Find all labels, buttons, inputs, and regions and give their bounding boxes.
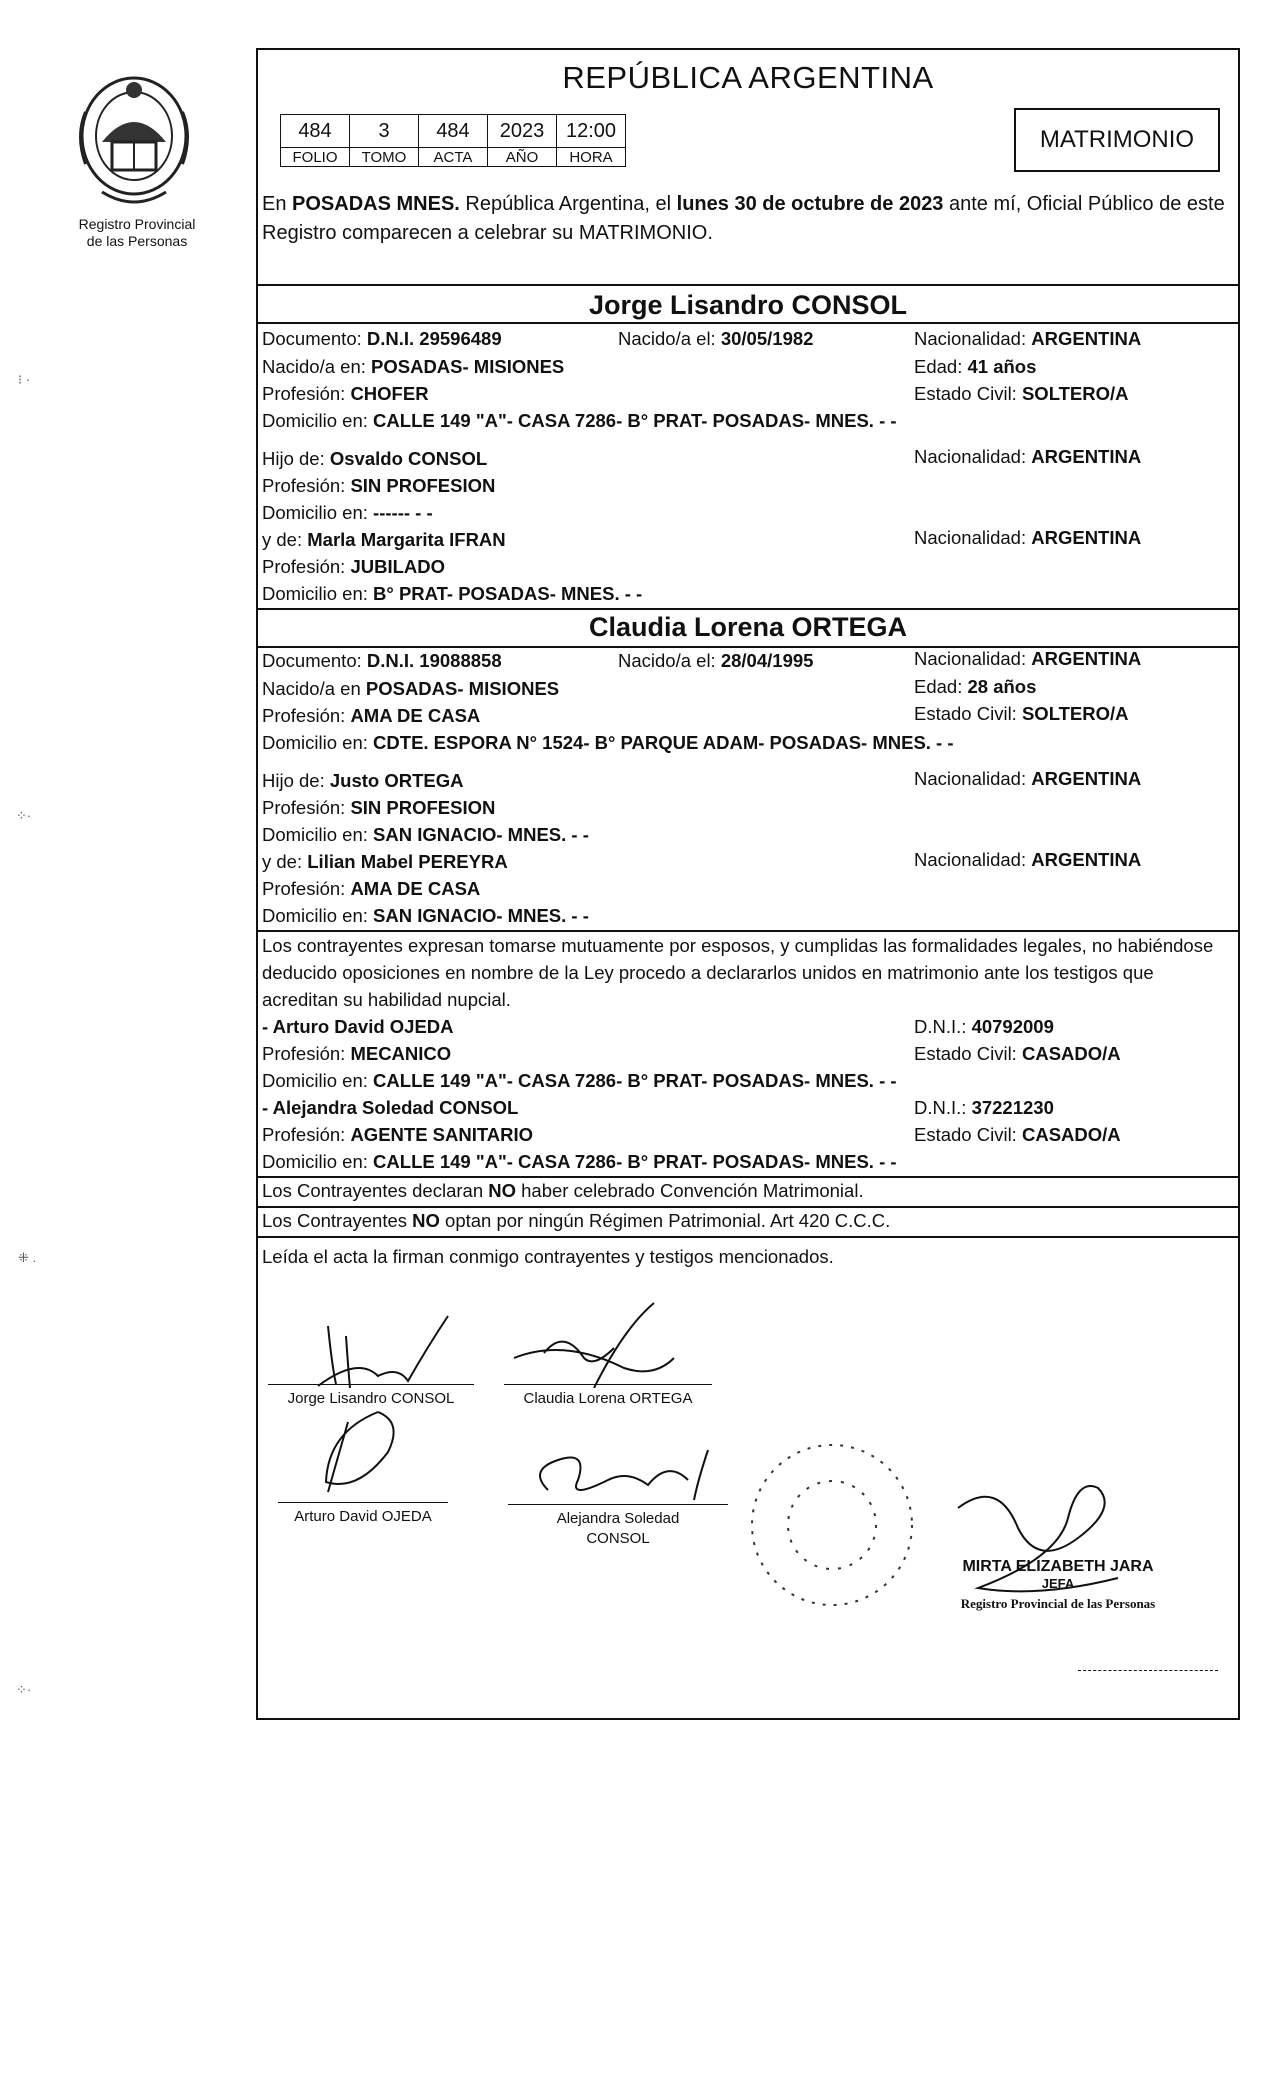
witness2-name <box>262 1097 518 1119</box>
signature-label-claudia: Claudia Lorena ORTEGA <box>523 1390 693 1407</box>
provincial-seal-icon <box>72 72 196 218</box>
label: Domicilio en: <box>262 905 368 926</box>
c1-father <box>262 448 487 470</box>
c1-mother-nat-value: ARGENTINA <box>1031 527 1142 548</box>
c1-born-value: 30/05/1982 <box>720 328 814 349</box>
c1-father-nat <box>914 446 1141 468</box>
label: Nacido/a en <box>262 678 361 699</box>
c2-nat <box>914 648 1141 670</box>
label: Profesión: <box>262 475 346 496</box>
c2-born <box>618 650 813 672</box>
intro-text: República Argentina, el <box>459 193 677 215</box>
witness1-civil-value: CASADO/A <box>1021 1043 1121 1064</box>
acta-label: ACTA <box>419 148 488 167</box>
c2-civil <box>914 703 1129 725</box>
label: Domicilio en: <box>262 1151 368 1172</box>
c2-doc-value: D.N.I. 19088858 <box>366 650 502 671</box>
label: Domicilio en: <box>262 410 368 431</box>
signature-label-alejandra-2: CONSOL <box>586 1530 650 1547</box>
signature-line <box>508 1504 728 1505</box>
witness2-civil <box>914 1124 1121 1146</box>
c1-prof <box>262 383 429 405</box>
anio-label: AÑO <box>488 148 557 167</box>
c1-addr-value: CALLE 149 "A"- CASA 7286- B° PRAT- POSADAS- MNES. - - <box>373 410 897 431</box>
c1-doc-value: D.N.I. 29596489 <box>366 328 502 349</box>
c1-mother-prof <box>262 556 445 578</box>
convencion-line <box>262 1180 864 1202</box>
official-name: MIRTA ELIZABETH JARA <box>962 1558 1154 1575</box>
registry-caption-line2: de las Personas <box>86 233 188 249</box>
regimen-text: optan por ningún Régimen Patrimonial. Art 420 C.C.C. <box>439 1210 891 1231</box>
c2-doc <box>262 650 502 672</box>
signature-label-jorge: Jorge Lisandro CONSOL <box>287 1390 455 1407</box>
label: Edad: <box>914 676 963 697</box>
c1-father-addr <box>262 502 433 524</box>
label: Documento: <box>262 328 362 349</box>
witness1-prof-value: MECANICO <box>350 1043 452 1064</box>
signature-line <box>278 1502 448 1503</box>
witness2-dni <box>914 1097 1054 1119</box>
c1-father-addr-value: ------ - - <box>373 502 433 523</box>
scan-speck: ⁘· <box>16 808 32 823</box>
c1-mother <box>262 529 506 551</box>
regimen-text: Los Contrayentes <box>262 1210 413 1231</box>
acta-document <box>256 48 1240 1720</box>
label: Nacido/a el: <box>618 328 716 349</box>
c2-nat-value: ARGENTINA <box>1031 648 1142 669</box>
intro-city: POSADAS MNES. <box>292 193 460 215</box>
c2-mother-nat-value: ARGENTINA <box>1031 849 1142 870</box>
convencion-text: Los Contrayentes declaran <box>262 1180 489 1201</box>
label: Nacionalidad: <box>914 648 1027 669</box>
c2-birthplace <box>262 678 559 700</box>
c2-born-value: 28/04/1995 <box>720 650 814 671</box>
c1-father-nat-value: ARGENTINA <box>1031 446 1142 467</box>
scan-speck: ⁝ · <box>18 372 31 387</box>
c1-father-prof-value: SIN PROFESION <box>350 475 496 496</box>
c1-birthplace <box>262 356 564 378</box>
document-title: REPÚBLICA ARGENTINA <box>562 60 934 95</box>
c2-father-addr-value: SAN IGNACIO- MNES. - - <box>373 824 589 845</box>
label: Profesión: <box>262 878 346 899</box>
c2-father-nat-value: ARGENTINA <box>1031 768 1142 789</box>
official-role: JEFA <box>1041 1576 1075 1591</box>
label: Estado Civil: <box>914 383 1017 404</box>
declaration-paragraph: Los contrayentes expresan tomarse mutuamente por esposos, y cumplidas las formalidades legales, no habiéndose deducido oposiciones en nombre de la Ley procedo a declararlos unidos en matrimonio ante los testigos que acreditan su habilidad nupcial. <box>262 935 1214 1010</box>
official-org: Registro Provincial de las Personas <box>960 1596 1156 1611</box>
label: Edad: <box>914 356 963 377</box>
label: Profesión: <box>262 383 346 404</box>
divider <box>258 284 1238 286</box>
label: Domicilio en: <box>262 583 368 604</box>
witness1-dni <box>914 1016 1054 1038</box>
label: Nacionalidad: <box>914 849 1027 870</box>
signature-line <box>268 1384 474 1385</box>
label: Nacionalidad: <box>914 527 1027 548</box>
hora-label: HORA <box>557 148 626 167</box>
c1-doc <box>262 328 502 350</box>
label: Nacionalidad: <box>914 328 1027 349</box>
acta-reference-table <box>280 114 626 167</box>
signature-line <box>1078 1670 1218 1671</box>
c2-mother-nat <box>914 849 1141 871</box>
label: Nacido/a el: <box>618 650 716 671</box>
c2-age-value: 28 años <box>967 676 1037 697</box>
tomo-value: 3 <box>350 115 419 148</box>
witness1-civil <box>914 1043 1121 1065</box>
c2-father-prof <box>262 797 495 819</box>
label: Domicilio en: <box>262 1070 368 1091</box>
c2-mother-addr <box>262 905 589 927</box>
c2-father-nat <box>914 768 1141 790</box>
witness1-name <box>262 1016 454 1038</box>
c1-mother-prof-value: JUBILADO <box>350 556 445 577</box>
c1-mother-addr <box>262 583 642 605</box>
hora-value: 12:00 <box>557 115 626 148</box>
witness2-addr-value: CALLE 149 "A"- CASA 7286- B° PRAT- POSADAS- MNES. - - <box>373 1151 897 1172</box>
witness2-name-value: - Alejandra Soledad CONSOL <box>262 1097 519 1118</box>
scan-speck: ⁘· <box>16 1682 32 1697</box>
witness1-addr <box>262 1070 897 1092</box>
c2-mother-prof <box>262 878 480 900</box>
c2-birthplace-value: POSADAS- MISIONES <box>365 678 560 699</box>
divider <box>258 1236 1238 1238</box>
divider <box>258 322 1238 324</box>
c1-nat <box>914 328 1141 350</box>
c2-civil-value: SOLTERO/A <box>1021 703 1129 724</box>
c2-prof-value: AMA DE CASA <box>350 705 481 726</box>
witness2-dni-value: 37221230 <box>971 1097 1054 1118</box>
label: Domicilio en: <box>262 502 368 523</box>
c1-prof-value: CHOFER <box>350 383 429 404</box>
label: D.N.I.: <box>914 1016 967 1037</box>
signature-arturo-icon <box>308 1402 418 1502</box>
label: Profesión: <box>262 705 346 726</box>
registry-caption-line1: Registro Provincial <box>78 216 196 232</box>
intro-date: lunes 30 de octubre de 2023 <box>676 193 944 215</box>
c2-addr <box>262 732 954 754</box>
c1-civil-value: SOLTERO/A <box>1021 383 1129 404</box>
label: Profesión: <box>262 1043 346 1064</box>
regimen-line <box>262 1210 890 1232</box>
signature-label-alejandra-1: Alejandra Soledad <box>556 1510 680 1527</box>
label: D.N.I.: <box>914 1097 967 1118</box>
c2-mother-addr-value: SAN IGNACIO- MNES. - - <box>373 905 589 926</box>
c1-mother-addr-value: B° PRAT- POSADAS- MNES. - - <box>373 583 643 604</box>
c1-birthplace-value: POSADAS- MISIONES <box>371 356 565 377</box>
signature-line <box>504 1384 712 1385</box>
contrayente1-name: Jorge Lisandro CONSOL <box>588 290 908 320</box>
label: Hijo de: <box>262 448 325 469</box>
label: Profesión: <box>262 556 346 577</box>
c2-prof <box>262 705 480 727</box>
label: Profesión: <box>262 797 346 818</box>
closing-line: Leída el acta la firman conmigo contrayentes y testigos mencionados. <box>262 1246 834 1267</box>
c2-age <box>914 676 1036 698</box>
intro-text: ante mí, Oficial Público de este Registro comparecen a celebrar su MATRIMONIO. <box>262 193 1225 244</box>
contrayente2-name: Claudia Lorena ORTEGA <box>588 612 908 642</box>
c2-addr-value: CDTE. ESPORA N° 1524- B° PARQUE ADAM- POSADAS- MNES. - - <box>373 732 954 753</box>
acta-value: 484 <box>419 115 488 148</box>
label: Estado Civil: <box>914 703 1017 724</box>
c2-mother-value: Lilian Mabel PEREYRA <box>307 851 508 872</box>
label: y de: <box>262 851 303 872</box>
signature-label-arturo: Arturo David OJEDA <box>294 1508 432 1525</box>
c1-born <box>618 328 813 350</box>
witness2-prof-value: AGENTE SANITARIO <box>350 1124 534 1145</box>
c1-mother-nat <box>914 527 1141 549</box>
signature-claudia-icon <box>504 1298 704 1388</box>
c1-age-value: 41 años <box>967 356 1037 377</box>
signature-alejandra-icon <box>518 1440 728 1510</box>
label: Nacido/a en: <box>262 356 366 377</box>
label: Estado Civil: <box>914 1124 1017 1145</box>
scan-speck: ⁜ . <box>18 1250 37 1265</box>
c1-age <box>914 356 1036 378</box>
convencion-no: NO <box>488 1180 516 1201</box>
folio-value: 484 <box>281 115 350 148</box>
divider <box>258 608 1238 610</box>
witness2-addr <box>262 1151 897 1173</box>
intro-text: En <box>262 193 293 215</box>
c2-father-addr <box>262 824 589 846</box>
divider <box>258 1206 1238 1208</box>
witness1-name-value: - Arturo David OJEDA <box>262 1016 454 1037</box>
regimen-no: NO <box>412 1210 440 1231</box>
label: y de: <box>262 529 303 550</box>
label: Domicilio en: <box>262 824 368 845</box>
label: Estado Civil: <box>914 1043 1017 1064</box>
convencion-text: haber celebrado Convención Matrimonial. <box>516 1180 864 1201</box>
anio-value: 2023 <box>488 115 557 148</box>
c1-nat-value: ARGENTINA <box>1031 328 1142 349</box>
witness1-prof <box>262 1043 451 1065</box>
c2-father-value: Justo ORTEGA <box>329 770 464 791</box>
label: Domicilio en: <box>262 732 368 753</box>
c2-mother <box>262 851 508 873</box>
label: Profesión: <box>262 1124 346 1145</box>
intro-paragraph <box>262 190 1234 248</box>
label: Documento: <box>262 650 362 671</box>
witness2-civil-value: CASADO/A <box>1021 1124 1121 1145</box>
witness1-addr-value: CALLE 149 "A"- CASA 7286- B° PRAT- POSADAS- MNES. - - <box>373 1070 897 1091</box>
witness1-dni-value: 40792009 <box>971 1016 1054 1037</box>
tomo-label: TOMO <box>350 148 419 167</box>
c1-father-prof <box>262 475 495 497</box>
label: Nacionalidad: <box>914 768 1027 789</box>
acta-type-box: MATRIMONIO <box>1014 108 1220 172</box>
official-stamp-icon <box>732 1430 932 1620</box>
folio-label: FOLIO <box>281 148 350 167</box>
c1-civil <box>914 383 1129 405</box>
witness2-prof <box>262 1124 533 1146</box>
c2-father <box>262 770 464 792</box>
c2-mother-prof-value: AMA DE CASA <box>350 878 481 899</box>
label: Hijo de: <box>262 770 325 791</box>
divider <box>258 1176 1238 1178</box>
label: Nacionalidad: <box>914 446 1027 467</box>
c1-addr <box>262 410 897 432</box>
c2-father-prof-value: SIN PROFESION <box>350 797 496 818</box>
c1-father-value: Osvaldo CONSOL <box>329 448 488 469</box>
signature-jorge-icon <box>288 1306 458 1396</box>
c1-mother-value: Marla Margarita IFRAN <box>307 529 506 550</box>
registry-caption <box>56 216 218 250</box>
